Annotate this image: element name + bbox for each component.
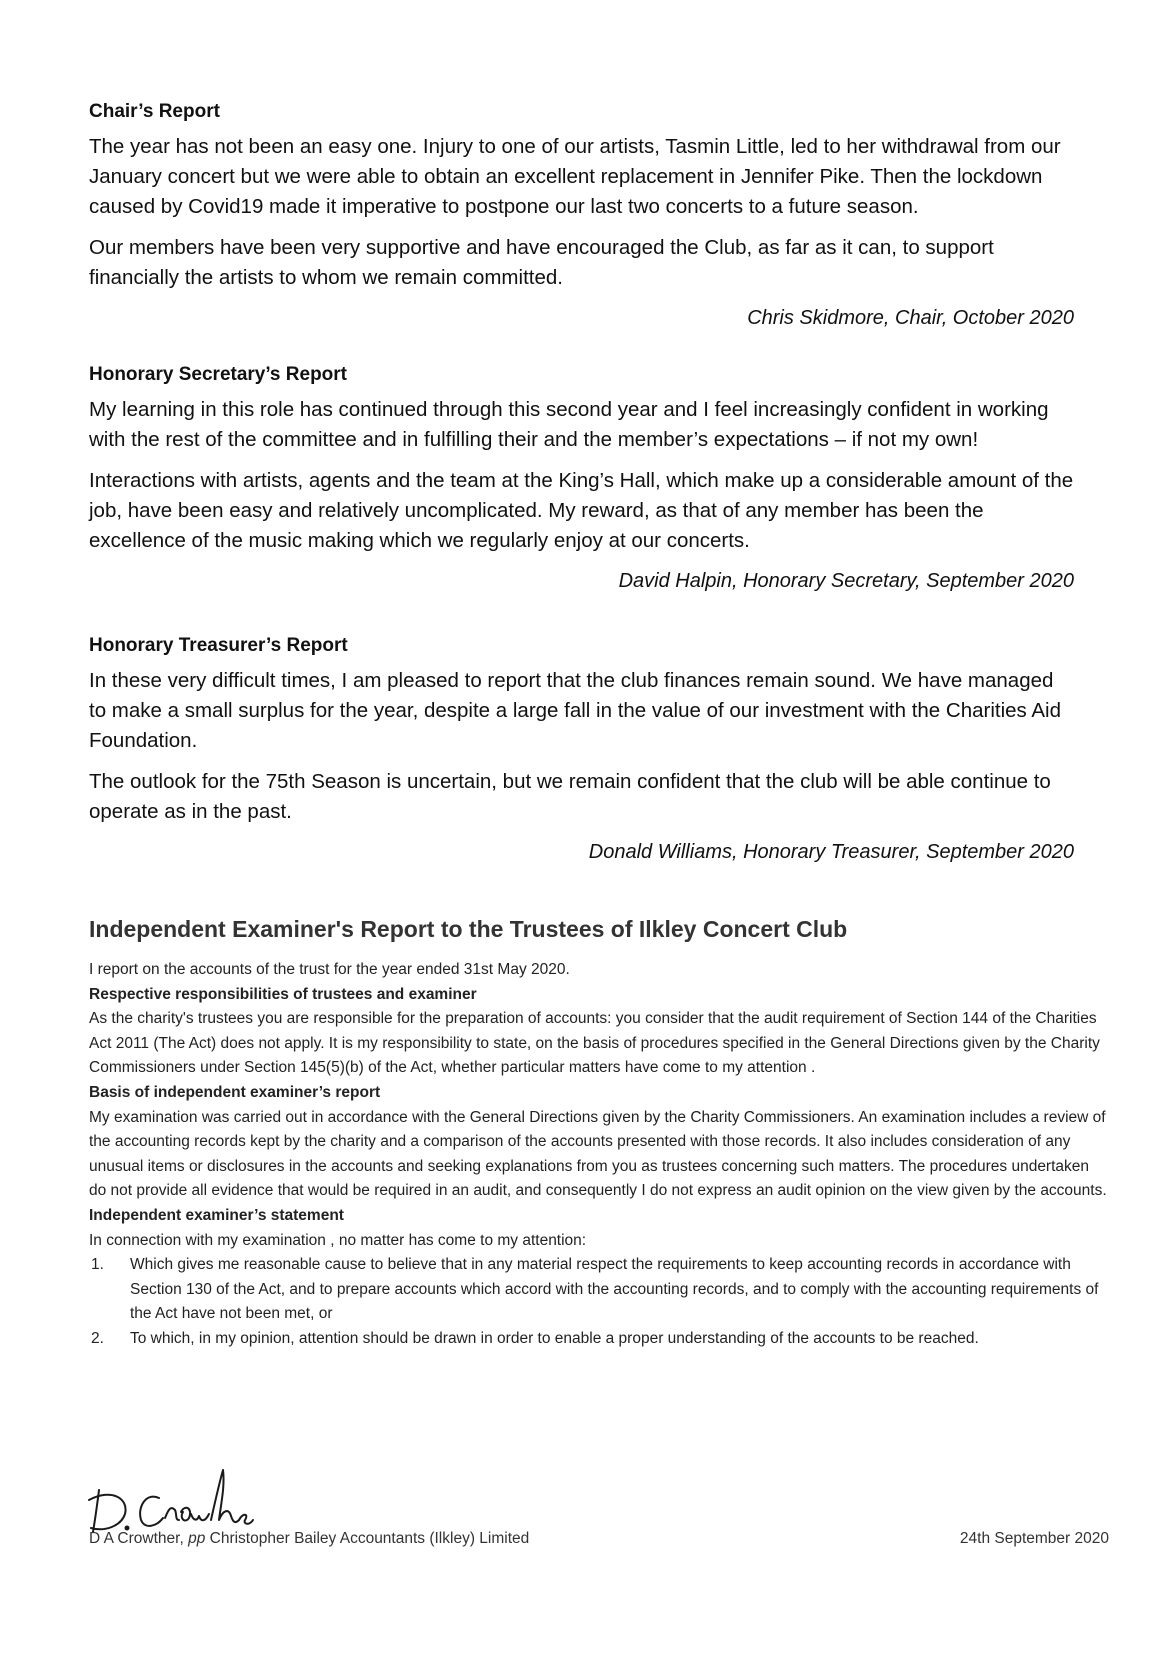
signature-date: 24th September 2020 (959, 1530, 1109, 1547)
list-item (89, 1327, 1109, 1352)
signer-firm: Christopher Bailey Accountants (Ilkley) Limited (209, 1530, 530, 1547)
list-item-number: 1. (91, 1256, 104, 1274)
secretary-report (89, 363, 1074, 595)
list-item (89, 1253, 1109, 1327)
secretary-report-paragraph: My learning in this role has continued through this second year and I feel increasingly confident in working with the rest of the committee and in fulfilling their and the member’s expectations – if not my own! (89, 398, 1049, 451)
list-item-text: To which, in my opinion, attention should be drawn in order to enable a proper understanding of the accounts to be reached. (130, 1329, 979, 1347)
examiner-paragraph: My examination was carried out in accordance with the General Directions given by the Charity Commissioners. An examination includes a review of the accounting records kept by the charity and a comparison of the accounts presented with those records. It also includes consideration of any unusual items or disclosures in the accounts and seeking explanations from you as trustees concerning such matters. The procedures undertaken do not provide all evidence that would be required in an audit, and consequently I do not express an audit opinion on the view given by the accounts. (89, 1108, 1107, 1200)
examiner-subheading: Independent examiner’s statement (89, 1206, 344, 1224)
treasurer-report-heading: Honorary Treasurer’s Report (89, 635, 348, 656)
examiner-subheading: Respective responsibilities of trustees and examiner (89, 985, 477, 1003)
examiner-paragraph: As the charity's trustees you are responsible for the preparation of accounts: you consider that the audit requirement of Section 144 of the Charities Act 2011 (The Act) does not apply. It is my responsibility to state, on the basis of procedures specified in the General Directions given by the Charity Commissioners under Section 145(5)(b) of the Act, whether particular matters have come to my attention . (89, 1010, 1100, 1077)
secretary-signoff: David Halpin, Honorary Secretary, September 2020 (618, 570, 1074, 592)
examiner-report-body (89, 958, 1109, 1352)
chair-report (89, 100, 1074, 332)
chair-report-paragraph: The year has not been an easy one. Injury to one of our artists, Tasmin Little, led to her withdrawal from our January concert but we were able to obtain an excellent replacement in Jennifer Pike. Then the lockdown caused by Covid19 made it imperative to postpone our last two concerts to a future season. (89, 135, 1061, 218)
treasurer-signoff: Donald Williams, Honorary Treasurer, September 2020 (588, 841, 1074, 863)
examiner-report-title: Independent Examiner's Report to the Trustees of Ilkley Concert Club (89, 916, 848, 942)
list-item-text: Which gives me reasonable cause to believe that in any material respect the requirements to keep accounting records in accordance with Section 130 of the Act, and to prepare accounts which accord with the accounting records, and to comply with the accounting requirements of the Act have not been met, or (130, 1256, 1099, 1323)
handwritten-signature (85, 1462, 255, 1534)
secretary-report-paragraph: Interactions with artists, agents and the team at the King’s Hall, which make up a considerable amount of the job, have been easy and relatively uncomplicated. My reward, as that of any member has been the excellence of the music making which we regularly enjoy at our concerts. (89, 469, 1074, 552)
examiner-paragraph: In connection with my examination , no matter has come to my attention: (89, 1231, 587, 1249)
signer-pp: pp (188, 1530, 206, 1547)
treasurer-report (89, 634, 1074, 866)
examiner-subheading: Basis of independent examiner’s report (89, 1083, 381, 1101)
examiner-statement-list (89, 1253, 1109, 1351)
examiner-intro: I report on the accounts of the trust for the year ended 31st May 2020. (89, 961, 570, 978)
list-item-number: 2. (91, 1329, 104, 1347)
signer-details (89, 1527, 529, 1551)
treasurer-report-paragraph: In these very difficult times, I am pleased to report that the club finances remain sound. We have managed to make a small surplus for the year, despite a large fall in the value of our investment with the Charities Aid Foundation. (89, 669, 1061, 752)
chair-report-paragraph: Our members have been very supportive and have encouraged the Club, as far as it can, to support financially the artists to whom we remain committed. (89, 236, 994, 289)
treasurer-report-paragraph: The outlook for the 75th Season is uncertain, but we remain confident that the club will be able continue to operate as in the past. (89, 770, 1051, 823)
chair-signoff: Chris Skidmore, Chair, October 2020 (747, 307, 1074, 329)
chair-report-heading: Chair’s Report (89, 101, 220, 122)
signer-name: D A Crowther, (89, 1530, 184, 1547)
secretary-report-heading: Honorary Secretary’s Report (89, 364, 348, 385)
